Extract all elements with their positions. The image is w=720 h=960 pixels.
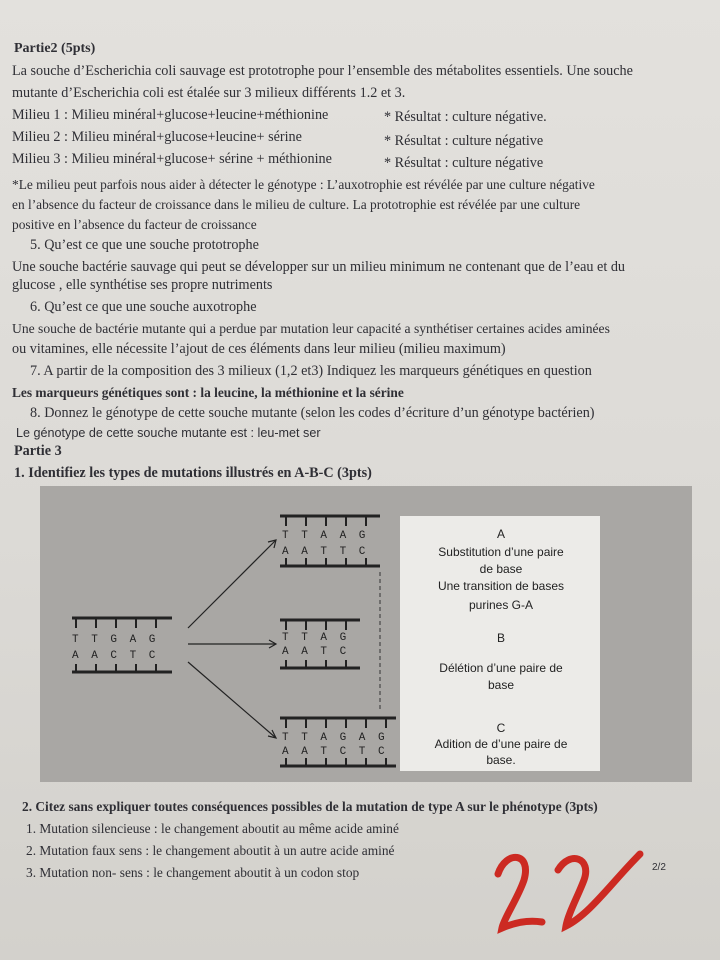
milieu-3: Milieu 3 : Milieu minéral+glucose+ sérine + méthionine (12, 151, 332, 167)
dna-b-top: T T A G (282, 632, 350, 644)
label-a-text-2: de base (479, 562, 523, 576)
answer-5-line-1: Une souche bactérie sauvage qui peut se développer sur un milieu minimum ne contenant que de l’eau et du (12, 259, 626, 275)
label-a-text-1: Substitution d’une paire (438, 545, 564, 559)
question-8: 8. Donnez le génotype de cette souche mutante (selon les codes d’écriture d’un génotype bactérien) (30, 405, 595, 421)
label-b-text-1: Délétion d’une paire de (439, 661, 563, 675)
note-line-3: positive en l’absence du facteur de croissance (12, 217, 257, 232)
page-number: 2/2 (652, 862, 666, 873)
answer-list-1: 1. Mutation silencieuse : le changement aboutit au même acide aminé (26, 821, 399, 836)
milieu-2-result: * Résultat : culture négative (384, 133, 544, 149)
intro-line-2: mutante d’Escherichia coli est étalée sur 3 milieux différents 1.2 et 3. (12, 85, 406, 101)
answer-6-line-1: Une souche de bactérie mutante qui a perdue par mutation leur capacité a synthétiser certaines acides aminées (12, 321, 610, 336)
partie2-title: Partie2 (5pts) (14, 41, 96, 56)
mutation-arrows (188, 540, 276, 738)
mutation-figure (40, 486, 692, 782)
label-c-letter: C (496, 721, 506, 735)
question-5: 5. Qu’est ce que une souche prototrophe (30, 237, 259, 253)
dna-c (280, 718, 396, 766)
label-a-letter: A (496, 527, 505, 541)
label-a-text-4: purines G-A (468, 598, 534, 612)
dna-c-bottom: A A T C T C (282, 746, 388, 758)
note-line-1: *Le milieu peut parfois nous aider à détecter le génotype : L’auxotrophie est révélée par une culture négative (12, 177, 595, 192)
dna-a (280, 516, 380, 566)
label-a-text-3: Une transition de bases (437, 579, 565, 593)
dna-original-top: T T G A G (72, 634, 159, 646)
dna-original-bottom: A A C T C (72, 650, 159, 662)
dna-original (72, 618, 172, 672)
answer-5-line-2: glucose , elle synthétise ses propre nutriments (12, 277, 273, 293)
dna-a-top: T T A A G (282, 530, 369, 542)
milieu-1-result: * Résultat : culture négative. (384, 109, 547, 125)
label-c-text-2: base. (486, 753, 516, 767)
question-6: 6. Qu’est ce que une souche auxotrophe (30, 299, 257, 315)
answer-list-3: 3. Mutation non- sens : le changement aboutit à un codon stop (26, 865, 360, 880)
label-b-letter: B (496, 631, 505, 645)
answer-7: Les marqueurs génétiques sont : la leucine, la méthionine et la sérine (12, 385, 404, 400)
answer-list-2: 2. Mutation faux sens : le changement aboutit à un autre acide aminé (26, 843, 395, 858)
note-line-2: en l’absence du facteur de croissance dans le milieu de culture. La prototrophie est révélée par une culture (12, 197, 581, 212)
milieu-1: Milieu 1 : Milieu minéral+glucose+leucine+méthionine (12, 107, 329, 123)
question-7: 7. A partir de la composition des 3 milieux (1,2 et3) Indiquez les marqueurs génétiques en question (30, 363, 592, 379)
partie3-question-2: 2. Citez sans expliquer toutes conséquences possibles de la mutation de type A sur le phénotype (3pts) (22, 799, 598, 814)
partie3-title: Partie 3 (14, 443, 62, 459)
milieu-3-result: * Résultat : culture négative (384, 155, 544, 171)
partie3-question-1: 1. Identifiez les types de mutations illustrés en A-B-C (3pts) (14, 465, 372, 481)
dna-a-bottom: A A T T C (282, 546, 369, 558)
answer-6-line-2: ou vitamines, elle nécessite l’ajout de ces éléments dans leur milieu (milieu maximum) (12, 341, 506, 357)
label-b-text-2: base (487, 678, 515, 692)
milieu-2: Milieu 2 : Milieu minéral+glucose+leucine+ sérine (12, 129, 302, 145)
dna-c-top: T T A G A G (282, 732, 388, 744)
intro-line-1: La souche d’Escherichia coli sauvage est prototrophe pour l’ensemble des métabolites essentiels. Une souche (12, 63, 633, 79)
dna-b-bottom: A A T C (282, 646, 350, 658)
answer-8: Le génotype de cette souche mutante est : leu-met ser (16, 426, 321, 440)
dna-b (280, 620, 360, 668)
handwritten-grade (480, 836, 650, 936)
label-c-text-1: Adition de d’une paire de (434, 737, 568, 751)
